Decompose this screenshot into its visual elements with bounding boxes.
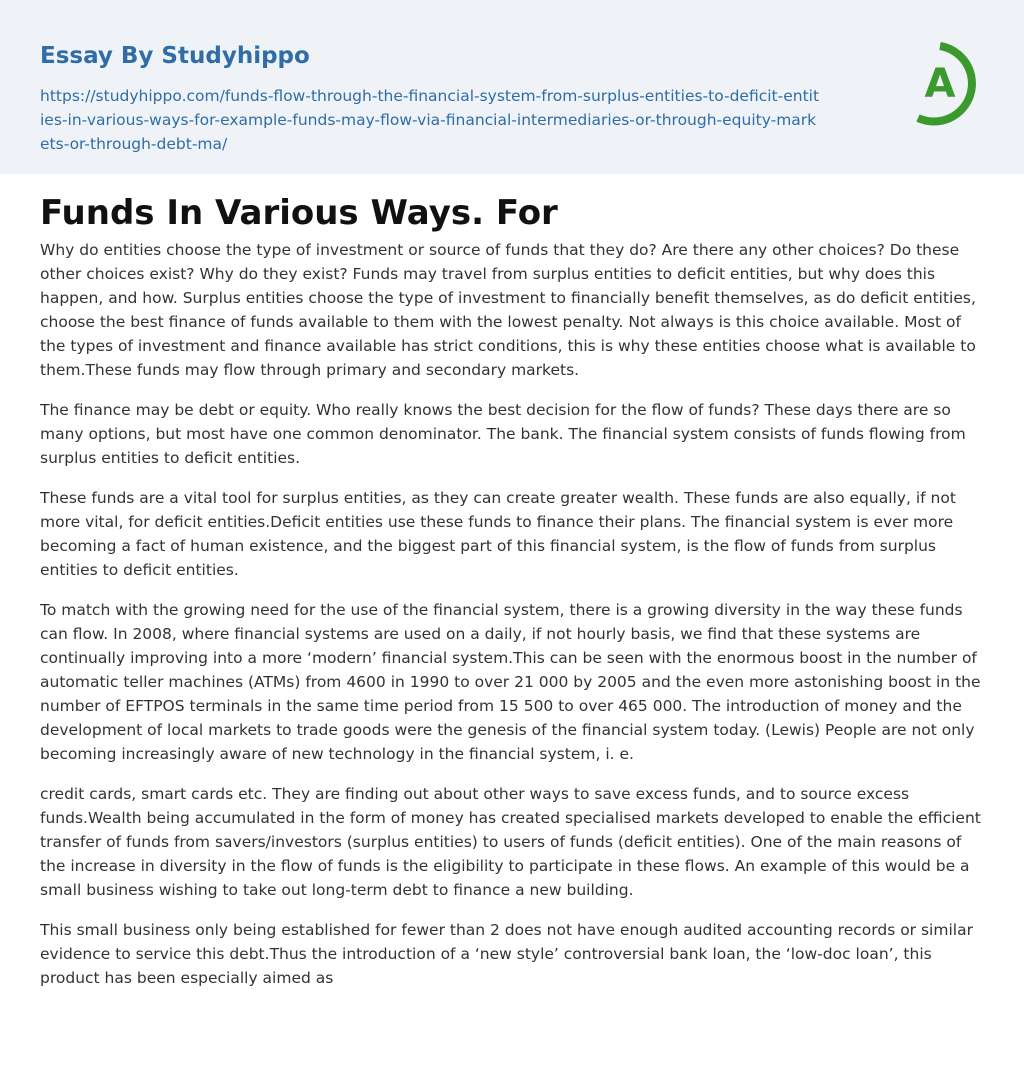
- article-paragraph: To match with the growing need for the use of the financial system, there is a growing diversity in the way these funds can flow. In 2008, where financial systems are used on a daily, if not hourly basis, we find that these systems are continually improving into a more ‘modern’ financial system.This can be seen with the enormous boost in the number of automatic teller machines (ATMs) from 4600 in 1990 to over 21 000 by 2005 and the even more astonishing boost in the number of EFTPOS terminals in the same time period from 15 500 to over 465 000. The introduction of money and the development of local markets to trade goods were the genesis of the financial system today. (Lewis) People are not only becoming increasingly aware of new technology in the financial system, i. e.: [40, 601, 981, 763]
- article-paragraph: The finance may be debt or equity. Who really knows the best decision for the flow of funds? These days there are so many options, but most have one common denominator. The bank. The financial system consists of funds flowing from surplus entities to deficit entities.: [40, 401, 966, 467]
- source-url-link[interactable]: https://studyhippo.com/funds-flow-through-the-financial-system-from-surplus-entities-to-deficit-entities-in-various-ways-for-example-funds-may-flow-via-financial-intermediaries-or-through-equity-markets-or-through-debt-ma/: [40, 87, 820, 153]
- site-header: [0, 0, 1024, 174]
- article-paragraph: credit cards, smart cards etc. They are finding out about other ways to save excess funds, and to source excess funds.Wealth being accumulated in the form of money has created specialised markets developed to enable the efficient transfer of funds from savers/investors (surplus entities) to users of funds (deficit entities). One of the main reasons of the increase in diversity in the flow of funds is the eligibility to participate in these flows. An example of this would be a small business wishing to take out long-term debt to finance a new building.: [40, 785, 981, 899]
- article-paragraph: This small business only being established for fewer than 2 does not have enough audited accounting records or similar evidence to service this debt.Thus the introduction of a ‘new style’ controversial bank loan, the ‘low-doc loan’, this product has been especially aimed as: [40, 921, 973, 987]
- logo-letter: A: [924, 61, 956, 107]
- studyhippo-logo-icon[interactable]: [910, 40, 988, 128]
- article-paragraph: Why do entities choose the type of investment or source of funds that they do? Are there any other choices? Do these other choices exist? Why do they exist? Funds may travel from surplus entities to deficit entities, but why does this happen, and how. Surplus entities choose the type of investment to financially benefit themselves, as do deficit entities, choose the best finance of funds available to them with the lowest penalty. Not always is this choice available. Most of the types of investment and finance available has strict conditions, this is why these entities choose what is available to them.These funds may flow through primary and secondary markets.: [40, 241, 976, 379]
- article-body: [0, 174, 1024, 990]
- brand-title: Essay By Studyhippo: [40, 43, 310, 69]
- page-title: Funds In Various Ways. For: [40, 193, 558, 233]
- article-paragraph: These funds are a vital tool for surplus entities, as they can create greater wealth. These funds are also equally, if not more vital, for deficit entities.Deficit entities use these funds to finance their plans. The financial system is ever more becoming a fact of human existence, and the biggest part of this financial system, is the flow of funds from surplus entities to deficit entities.: [40, 489, 956, 579]
